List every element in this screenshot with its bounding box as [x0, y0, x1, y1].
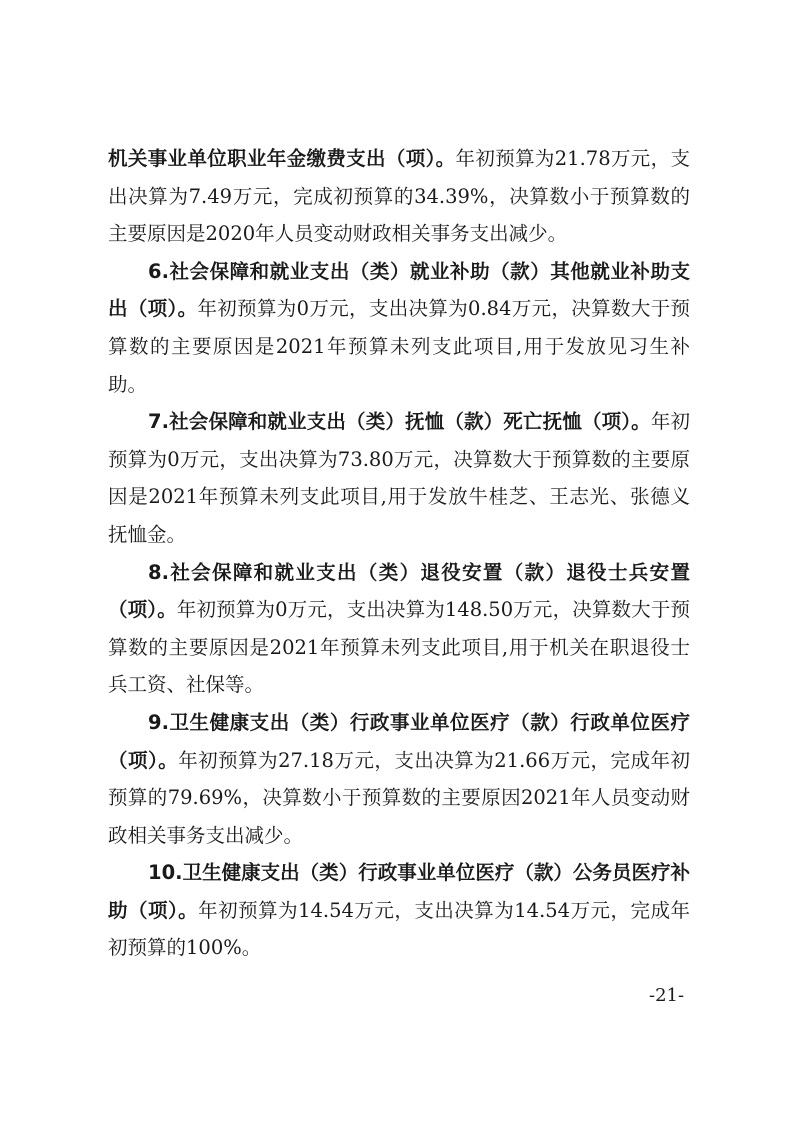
paragraph-heading: 8.社会保障和就业支出（类）退役安置（款）退役士兵安置（项）。 [108, 560, 690, 622]
paragraph-text: 年初预算为0万元，支出决算为0.84万元，决算数大于预算数的主要原因是2021年预算未列支此项目,用于发放见习生补助。 [108, 297, 690, 396]
paragraph-heading: 6.社会保障和就业支出（类）就业补助（款）其他就业补助支出（项）。 [108, 259, 690, 321]
paragraph-item-7 [108, 403, 690, 553]
paragraph-text: 年初预算为0万元，支出决算为73.80万元，决算数大于预算数的主要原因是2021年预算未列支此项目,用于发放牛桂芝、王志光、张德义抚恤金。 [108, 410, 690, 546]
paragraph-item-9 [108, 704, 690, 854]
paragraph-pension [108, 140, 690, 253]
paragraph-heading: 机关事业单位职业年金缴费支出（项）。 [108, 147, 456, 170]
paragraph-heading: 7.社会保障和就业支出（类）抚恤（款）死亡抚恤（项）。 [148, 410, 651, 434]
paragraph-item-10 [108, 854, 690, 967]
paragraph-text: 年初预算为21.78万元，支出决算为7.49万元，完成初预算的34.39%，决算数小于预算数的主要原因是2020年人员变动财政相关事务支出减少。 [108, 147, 690, 246]
document-body [108, 140, 690, 967]
paragraph-item-6 [108, 253, 690, 403]
paragraph-heading: 10.卫生健康支出（类）行政事业单位医疗（款）公务员医疗补助（项）。 [108, 861, 690, 922]
paragraph-text: 年初预算为27.18万元，支出决算为21.66万元，完成年初预算的79.69%，决算数小于预算数的主要原因2021年人员变动财政相关事务支出减少。 [108, 748, 690, 847]
paragraph-text: 年初预算为14.54万元，支出决算为14.54万元，完成年初预算的100%。 [108, 898, 690, 960]
paragraph-heading: 9.卫生健康支出（类）行政事业单位医疗（款）行政单位医疗（项）。 [108, 710, 690, 772]
paragraph-text: 年初预算为0万元，支出决算为148.50万元，决算数大于预算数的主要原因是2021年预算未列支此项目,用于机关在职退役士兵工资、社保等。 [108, 598, 690, 697]
page-number: -21- [649, 985, 685, 1006]
paragraph-item-8 [108, 554, 690, 704]
